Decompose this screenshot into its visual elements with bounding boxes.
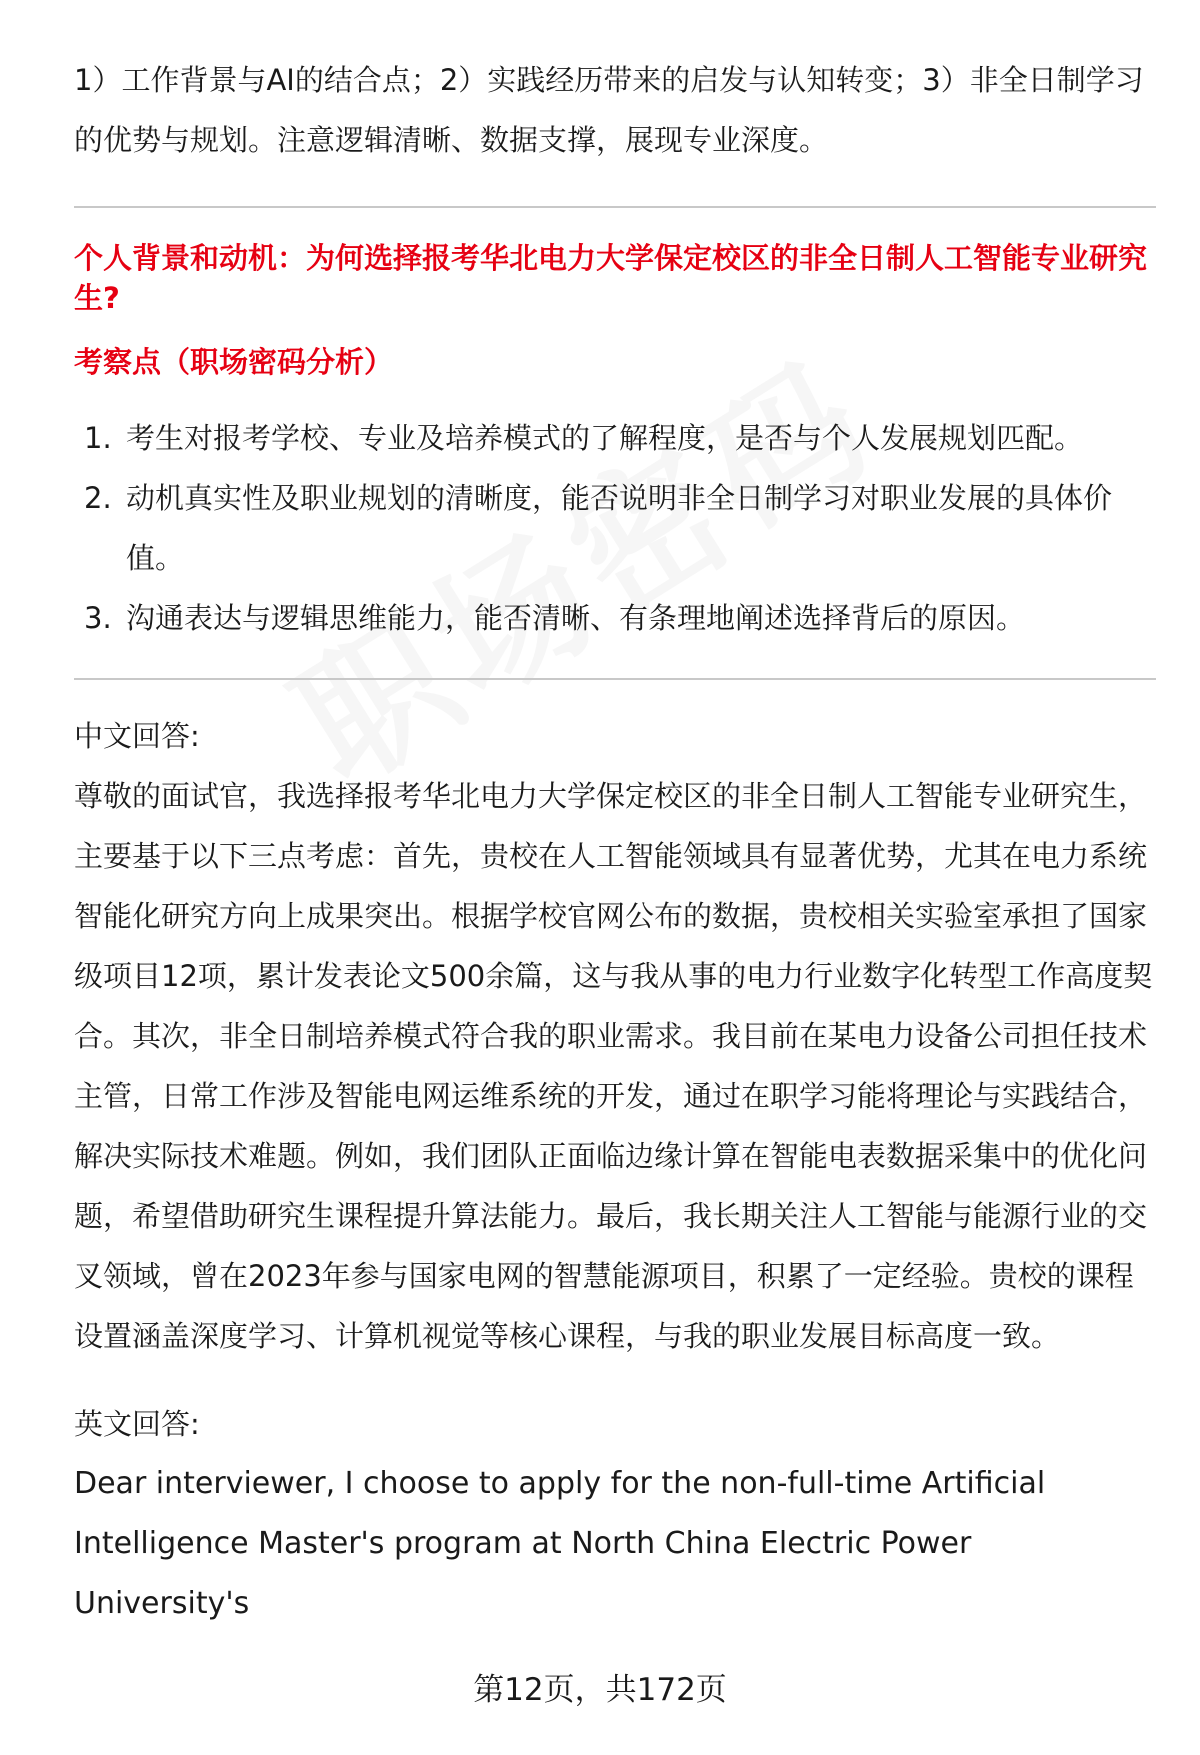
chinese-answer-label: 中文回答: [74, 719, 200, 753]
page-content [74, 50, 1156, 1634]
intro-paragraph: 1）工作背景与AI的结合点；2）实践经历带来的启发与认知转变；3）非全日制学习的优势与规划。注意逻辑清晰、数据支撑，展现专业深度。 [74, 63, 1144, 157]
list-item-number: 1. [84, 421, 112, 455]
list-item-text: 动机真实性及职业规划的清晰度，能否说明非全日制学习对职业发展的具体价值。 [126, 481, 1113, 575]
list-item [74, 468, 1156, 588]
list-item-text: 沟通表达与逻辑思维能力，能否清晰、有条理地阐述选择背后的原因。 [126, 601, 1026, 635]
page-number: 第12页，共172页 [473, 1672, 727, 1708]
english-answer-line: Dear interviewer, I choose to apply for the non-full-time Artificial [74, 1466, 1046, 1501]
list-item [74, 588, 1156, 648]
list-item [74, 408, 1156, 468]
assessment-points-list [74, 408, 1156, 648]
list-item-number: 2. [84, 481, 112, 515]
list-item-text: 考生对报考学校、专业及培养模式的了解程度，是否与个人发展规划匹配。 [126, 421, 1084, 455]
section-divider [74, 206, 1156, 208]
chinese-answer-text: 尊敬的面试官，我选择报考华北电力大学保定校区的非全日制人工智能专业研究生，主要基于以下三点考虑：首先，贵校在人工智能领域具有显著优势，尤其在电力系统智能化研究方向上成果突出。根据学校官网公布的数据，贵校相关实验室承担了国家级项目12项，累计发表论文500余篇，这与我从事的电力行业数字化转型工作高度契合。其次，非全日制培养模式符合我的职业需求。我目前在某电力设备公司担任技术主管，日常工作涉及智能电网运维系统的开发，通过在职学习能将理论与实践结合，解决实际技术难题。例如，我们团队正面临边缘计算在智能电表数据采集中的优化问题，希望借助研究生课程提升算法能力。最后，我长期关注人工智能与能源行业的交叉领域，曾在2023年参与国家电网的智慧能源项目，积累了一定经验。贵校的课程设置涵盖深度学习、计算机视觉等核心课程，与我的职业发展目标高度一致。 [74, 779, 1153, 1353]
points-heading: 考察点（职场密码分析） [74, 345, 394, 379]
question-title: 个人背景和动机：为何选择报考华北电力大学保定校区的非全日制人工智能专业研究生? [74, 241, 1148, 315]
english-answer-line: Intelligence Master's program at North China Electric Power University's [74, 1526, 972, 1621]
list-item-number: 3. [84, 601, 112, 635]
english-answer-label: 英文回答: [74, 1407, 200, 1441]
section-divider [74, 678, 1156, 680]
